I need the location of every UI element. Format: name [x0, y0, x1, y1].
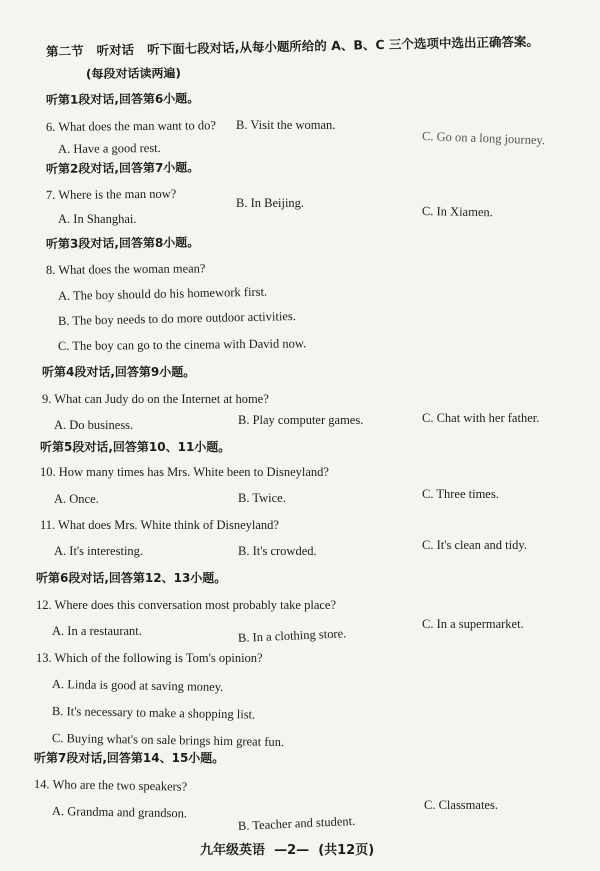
question-14: 14. Who are the two speakers?: [33, 777, 188, 794]
option-9b: B. Play computer games.: [238, 413, 364, 427]
section-instruction: 听下面七段对话,从每小题所给的 A、B、C 三个选项中选出正确答案。: [146, 33, 540, 57]
option-9c: C. Chat with her father.: [422, 411, 540, 425]
option-14a: A. Grandma and grandson.: [51, 804, 188, 821]
question-8: 8. What does the woman mean?: [45, 261, 206, 277]
option-6b: B. Visit the woman.: [236, 118, 336, 132]
option-7a: A. In Shanghai.: [58, 212, 137, 226]
option-10c: C. Three times.: [422, 487, 499, 501]
option-8a: A. The boy should do his homework first.: [57, 284, 268, 303]
question-10: 10. How many times has Mrs. White been to Disneyland?: [40, 465, 329, 479]
footer-subject: 九年级英语: [200, 843, 266, 858]
footer-page-number: —2—: [274, 843, 310, 858]
option-10a: A. Once.: [54, 492, 99, 506]
option-13b: B. It's necessary to make a shopping list.: [51, 704, 256, 722]
question-7: 7. Where is the man now?: [45, 186, 177, 202]
option-12b: B. In a clothing store.: [237, 626, 347, 645]
option-9a: A. Do business.: [54, 418, 134, 432]
question-11: 11. What does Mrs. White think of Disneyland?: [40, 518, 279, 532]
option-7c: C. In Xiamen.: [421, 204, 493, 220]
option-12c: C. In a supermarket.: [422, 617, 524, 631]
group-heading-3: 听第3段对话,回答第8小题。: [45, 235, 200, 251]
option-6c: C. Go on a long journey.: [421, 129, 546, 148]
section-label: 第二节: [45, 43, 84, 59]
section-note: (每段对话读两遍): [85, 66, 182, 81]
group-heading-6: 听第6段对话,回答第12、13小题。: [36, 571, 227, 585]
section-header: [46, 34, 539, 60]
question-13: 13. Which of the following is Tom's opinion?: [36, 651, 263, 665]
option-8b: B. The boy needs to do more outdoor activities.: [57, 309, 297, 328]
option-14c: C. Classmates.: [424, 798, 498, 812]
group-heading-2: 听第2段对话,回答第7小题。: [45, 160, 200, 176]
question-6: 6. What does the man want to do?: [45, 118, 216, 134]
option-7b: B. In Beijing.: [236, 196, 305, 210]
option-12a: A. In a restaurant.: [52, 624, 142, 638]
option-10b: B. Twice.: [238, 491, 286, 505]
option-13a: A. Linda is good at saving money.: [51, 677, 224, 694]
group-heading-1: 听第1段对话,回答第6小题。: [45, 91, 200, 107]
option-11c: C. It's clean and tidy.: [422, 538, 527, 552]
footer-total-pages: (共12页): [318, 843, 375, 858]
option-13c: C. Buying what's on sale brings him great fun.: [51, 731, 285, 750]
option-11a: A. It's interesting.: [54, 544, 144, 558]
group-heading-7: 听第7段对话,回答第14、15小题。: [34, 751, 225, 765]
question-9: 9. What can Judy do on the Internet at home?: [42, 392, 269, 406]
option-8c: C. The boy can go to the cinema with David now.: [57, 336, 307, 353]
question-12: 12. Where does this conversation most probably take place?: [36, 598, 337, 612]
page-footer: [200, 843, 374, 859]
option-14b: B. Teacher and student.: [237, 813, 356, 833]
option-6a: A. Have a good rest.: [57, 140, 161, 156]
group-heading-4: 听第4段对话,回答第9小题。: [42, 365, 196, 379]
section-title: 听对话: [96, 42, 135, 58]
group-heading-5: 听第5段对话,回答第10、11小题。: [40, 440, 231, 454]
option-11b: B. It's crowded.: [238, 544, 317, 558]
